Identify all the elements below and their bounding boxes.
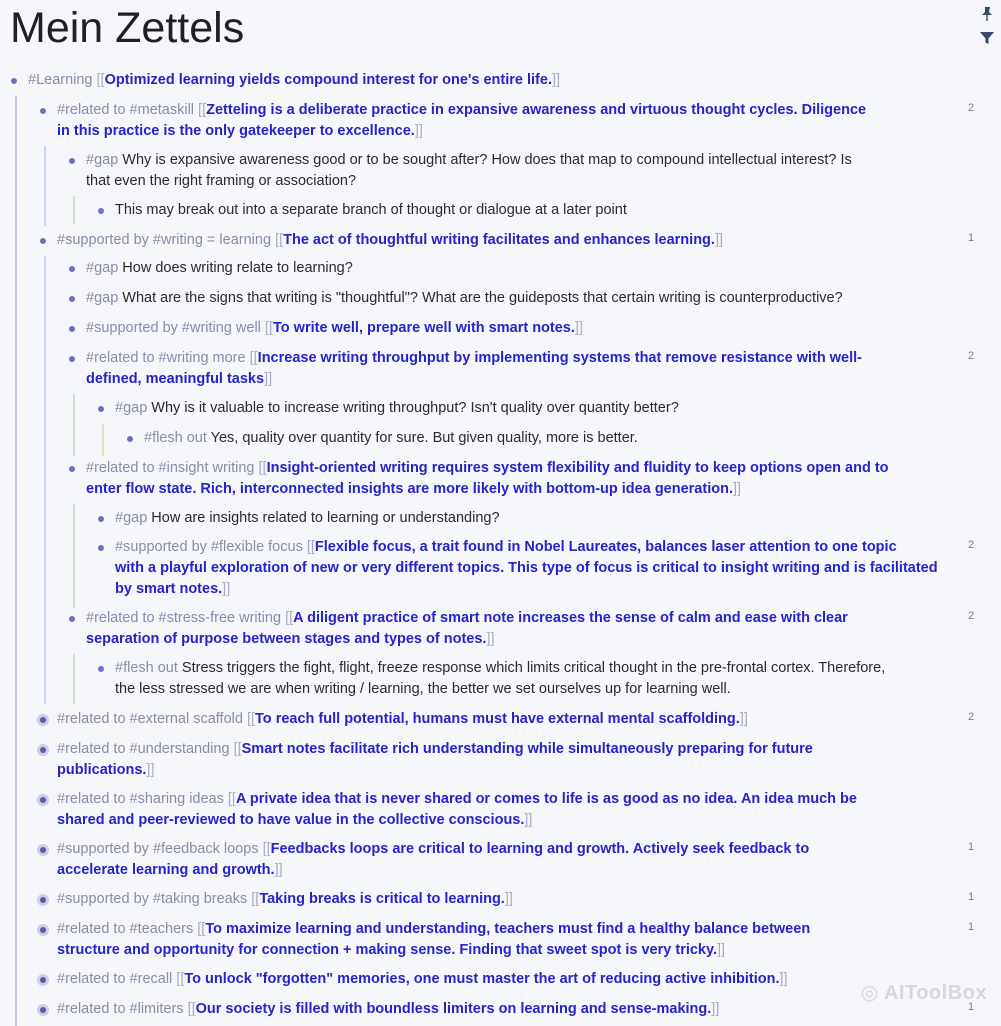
outline-row[interactable]	[115, 398, 679, 419]
tag-label: #related to #external scaffold	[57, 711, 247, 727]
bracket-close: ]]	[264, 371, 273, 387]
block-reference-link[interactable]: enter flow state. Rich, interconnected insights are more likely with bottom-up idea generation.	[86, 481, 733, 497]
bullet-icon[interactable]	[40, 238, 46, 244]
bracket-close: ]]	[146, 762, 155, 778]
block-reference-link[interactable]: To write well, prepare well with smart notes.	[273, 320, 575, 336]
block-reference-link[interactable]: The act of thoughtful writing facilitates and enhances learning.	[283, 232, 715, 248]
tag-label: #gap	[115, 400, 152, 416]
outline-row[interactable]	[115, 200, 627, 221]
indent-guide	[15, 96, 17, 704]
tag-label: #related to #insight writing	[86, 460, 259, 476]
reference-count[interactable]: 1	[968, 1001, 975, 1013]
bullet-icon[interactable]	[69, 296, 75, 302]
tag-label: #supported by #writing = learning	[57, 232, 276, 248]
bracket-open: [[	[233, 741, 242, 757]
bullet-icon[interactable]	[69, 616, 75, 622]
bracket-open: [[	[227, 791, 236, 807]
block-reference-link[interactable]: To reach full potential, humans must have external mental scaffolding.	[255, 711, 740, 727]
outline-row[interactable]	[57, 709, 748, 730]
bullet-icon[interactable]	[98, 666, 104, 672]
block-reference-link[interactable]: Increase writing throughput by implementing systems that remove resistance with well-	[257, 350, 862, 366]
block-reference-link[interactable]: A diligent practice of smart note increases the sense of calm and ease with clear	[293, 610, 848, 626]
block-reference-link[interactable]: Optimized learning yields compound interest for one's entire life.	[104, 72, 552, 88]
pin-icon[interactable]	[979, 6, 995, 22]
tag-label: #gap	[115, 510, 152, 526]
tag-label: #related to #recall	[57, 971, 177, 987]
tag-label: #gap	[86, 260, 123, 276]
reference-count[interactable]: 2	[968, 350, 975, 362]
indent-guide	[73, 654, 75, 704]
tag-label: #flesh out	[144, 430, 211, 446]
block-reference-link[interactable]: Flexible focus, a trait found in Nobel Laureates, balances laser attention to one topic	[314, 539, 897, 555]
bracket-close: ]]	[717, 942, 726, 958]
bracket-close: ]]	[504, 891, 513, 907]
outline-row[interactable]	[115, 508, 500, 529]
tag-label: #related to #stress-free writing	[86, 610, 286, 626]
page-title: Mein Zettels	[10, 4, 245, 52]
reference-count[interactable]: 2	[968, 711, 975, 723]
outline-row[interactable]	[57, 739, 813, 781]
block-reference-link[interactable]: publications.	[57, 762, 147, 778]
outline-row[interactable]	[57, 789, 857, 831]
bracket-open: [[	[246, 711, 256, 727]
indent-guide	[73, 196, 75, 224]
indent-guide	[102, 424, 104, 456]
indent-guide	[44, 146, 46, 226]
indent-guide	[73, 504, 75, 608]
outline-row[interactable]	[57, 839, 809, 881]
bracket-open: [[	[262, 841, 271, 857]
bullet-icon[interactable]	[11, 78, 17, 84]
indent-guide	[15, 700, 17, 1026]
bullet-icon[interactable]	[98, 406, 104, 412]
bracket-close: ]]	[486, 631, 495, 647]
bracket-close: ]]	[732, 481, 742, 497]
bullet-icon[interactable]	[69, 158, 75, 164]
bracket-open: [[	[96, 72, 105, 88]
collapsed-bullet-icon[interactable]	[37, 924, 49, 936]
outline-row[interactable]	[144, 428, 638, 449]
reference-count[interactable]: 1	[968, 232, 975, 244]
collapsed-bullet-icon[interactable]	[37, 974, 49, 986]
reference-count[interactable]: 1	[968, 841, 975, 853]
bracket-close: ]]	[524, 812, 533, 828]
block-text: How are insights related to learning or understanding?	[151, 510, 500, 526]
outline-row[interactable]	[115, 658, 885, 700]
bracket-open: [[	[306, 539, 315, 555]
outline-row[interactable]	[86, 608, 848, 650]
outline-row[interactable]	[86, 458, 889, 500]
block-text: that even the right framing or association?	[86, 173, 357, 189]
bracket-open: [[	[285, 610, 294, 626]
outline-row[interactable]	[86, 288, 843, 309]
bracket-open: [[	[258, 460, 267, 476]
block-text: How does writing relate to learning?	[122, 260, 353, 276]
bracket-close: ]]	[714, 232, 723, 248]
block-reference-link[interactable]: accelerate learning and growth.	[57, 862, 275, 878]
collapsed-bullet-icon[interactable]	[37, 844, 49, 856]
block-reference-link[interactable]: by smart notes.	[115, 581, 223, 597]
bracket-close: ]]	[274, 862, 283, 878]
watermark: ◎ AIToolBox	[860, 982, 987, 1004]
outline-row[interactable]	[57, 999, 719, 1020]
reference-count[interactable]: 1	[968, 891, 975, 903]
bullet-icon[interactable]	[69, 356, 75, 362]
block-text: Yes, quality over quantity for sure. But given quality, more is better.	[210, 430, 638, 446]
outline-row[interactable]	[86, 150, 852, 192]
outline-row[interactable]	[57, 230, 723, 251]
bracket-open: [[	[249, 350, 258, 366]
collapsed-bullet-icon[interactable]	[37, 1004, 49, 1016]
bullet-icon[interactable]	[127, 436, 133, 442]
bracket-open: [[	[197, 921, 206, 937]
bullet-icon[interactable]	[98, 208, 104, 214]
block-text: Why is it valuable to increase writing throughput? Isn't quality over quantity better?	[151, 400, 679, 416]
chat-bubble-icon: ◎	[860, 982, 884, 1004]
bracket-open: [[	[198, 102, 207, 118]
outline-row[interactable]	[115, 537, 938, 600]
block-reference-link[interactable]: Zetteling is a deliberate practice in expansive awareness and virtuous thought cycles. Diligence	[206, 102, 867, 118]
tag-label: #Learning	[28, 72, 97, 88]
tag-label: #supported by #writing well	[86, 320, 265, 336]
outline-row[interactable]	[86, 318, 583, 339]
block-reference-link[interactable]: To maximize learning and understanding, teachers must find a healthy balance between	[205, 921, 811, 937]
bracket-close: ]]	[779, 971, 788, 987]
outline-row[interactable]	[86, 258, 353, 279]
block-reference-link[interactable]: Our society is filled with boundless limiters on learning and sense-making.	[195, 1001, 712, 1017]
outline-row[interactable]	[57, 889, 513, 910]
bracket-close: ]]	[739, 711, 748, 727]
tag-label: #related to #writing more	[86, 350, 250, 366]
reference-count[interactable]: 2	[968, 610, 975, 622]
block-text: Stress triggers the fight, flight, freeze response which limits critical thought in the pre-frontal cortex. Therefore,	[181, 660, 886, 676]
tag-label: #related to #teachers	[57, 921, 198, 937]
bullet-icon[interactable]	[69, 326, 75, 332]
reference-count[interactable]: 1	[968, 921, 975, 933]
tag-label: #gap	[86, 152, 123, 168]
tag-label: #gap	[86, 290, 123, 306]
bullet-icon[interactable]	[98, 516, 104, 522]
bracket-open: [[	[187, 1001, 196, 1017]
block-text: This may break out into a separate branch of thought or dialogue at a later point	[115, 202, 627, 218]
tag-label: #related to #sharing ideas	[57, 791, 228, 807]
block-reference-link[interactable]: Insight-oriented writing requires system flexibility and fluidity to keep options open and to	[266, 460, 889, 476]
block-reference-link[interactable]: defined, meaningful tasks	[86, 371, 265, 387]
outline-row[interactable]	[28, 70, 560, 91]
bracket-close: ]]	[551, 72, 561, 88]
bullet-icon[interactable]	[69, 466, 75, 472]
filter-icon[interactable]	[979, 30, 995, 46]
bracket-close: ]]	[574, 320, 583, 336]
indent-guide	[44, 256, 46, 704]
outline-row[interactable]	[57, 969, 788, 990]
bullet-icon[interactable]	[69, 266, 75, 272]
collapsed-bullet-icon[interactable]	[37, 744, 49, 756]
bracket-open: [[	[176, 971, 185, 987]
block-reference-link[interactable]: separation of purpose between stages and types of notes.	[86, 631, 487, 647]
bullet-icon[interactable]	[40, 108, 46, 114]
block-reference-link[interactable]: structure and opportunity for connection + making sense. Finding that sweet spot is very tricky.	[57, 942, 718, 958]
block-reference-link[interactable]: Smart notes facilitate rich understanding while simultaneously preparing for future	[241, 741, 813, 757]
bracket-open: [[	[264, 320, 273, 336]
tag-label: #supported by #taking breaks	[57, 891, 252, 907]
block-reference-link[interactable]: with a playful exploration of new or very different topics. This type of focus is critical to insight writing and is facilitated	[115, 560, 938, 576]
outline-row[interactable]	[86, 348, 862, 390]
indent-guide	[73, 394, 75, 456]
tag-label: #related to #metaskill	[57, 102, 199, 118]
tag-label: #related to #limiters	[57, 1001, 188, 1017]
bullet-icon[interactable]	[98, 545, 104, 551]
tag-label: #supported by #flexible focus	[115, 539, 307, 555]
outline-row[interactable]	[57, 919, 810, 961]
bracket-close: ]]	[414, 123, 423, 139]
reference-count[interactable]: 2	[968, 539, 975, 551]
block-reference-link[interactable]: shared and peer-reviewed to have value in the collective conscious.	[57, 812, 525, 828]
bracket-close: ]]	[711, 1001, 720, 1017]
block-reference-link[interactable]: Taking breaks is critical to learning.	[259, 891, 505, 907]
tag-label: #supported by #feedback loops	[57, 841, 263, 857]
reference-count[interactable]: 2	[968, 102, 975, 114]
bracket-open: [[	[275, 232, 284, 248]
block-reference-link[interactable]: in this practice is the only gatekeeper to excellence.	[57, 123, 415, 139]
block-reference-link[interactable]: To unlock "forgotten" memories, one must master the art of reducing active inhibition.	[184, 971, 780, 987]
bracket-open: [[	[251, 891, 260, 907]
bracket-close: ]]	[222, 581, 231, 597]
tag-label: #related to #understanding	[57, 741, 234, 757]
outline-row[interactable]	[57, 100, 866, 142]
collapsed-bullet-icon[interactable]	[37, 714, 49, 726]
block-reference-link[interactable]: Feedbacks loops are critical to learning and growth. Actively seek feedback to	[270, 841, 810, 857]
tag-label: #flesh out	[115, 660, 182, 676]
block-text: Why is expansive awareness good or to be sought after? How does that map to compound intellectual interest? Is	[122, 152, 852, 168]
collapsed-bullet-icon[interactable]	[37, 794, 49, 806]
block-reference-link[interactable]: A private idea that is never shared or comes to life is as good as no idea. An idea much be	[235, 791, 857, 807]
block-text: the less stressed we are when writing / learning, the better we set ourselves up for learning well.	[115, 681, 731, 697]
block-text: What are the signs that writing is "thoughtful"? What are the guideposts that certain writing is counterproductive?	[122, 290, 843, 306]
collapsed-bullet-icon[interactable]	[37, 894, 49, 906]
